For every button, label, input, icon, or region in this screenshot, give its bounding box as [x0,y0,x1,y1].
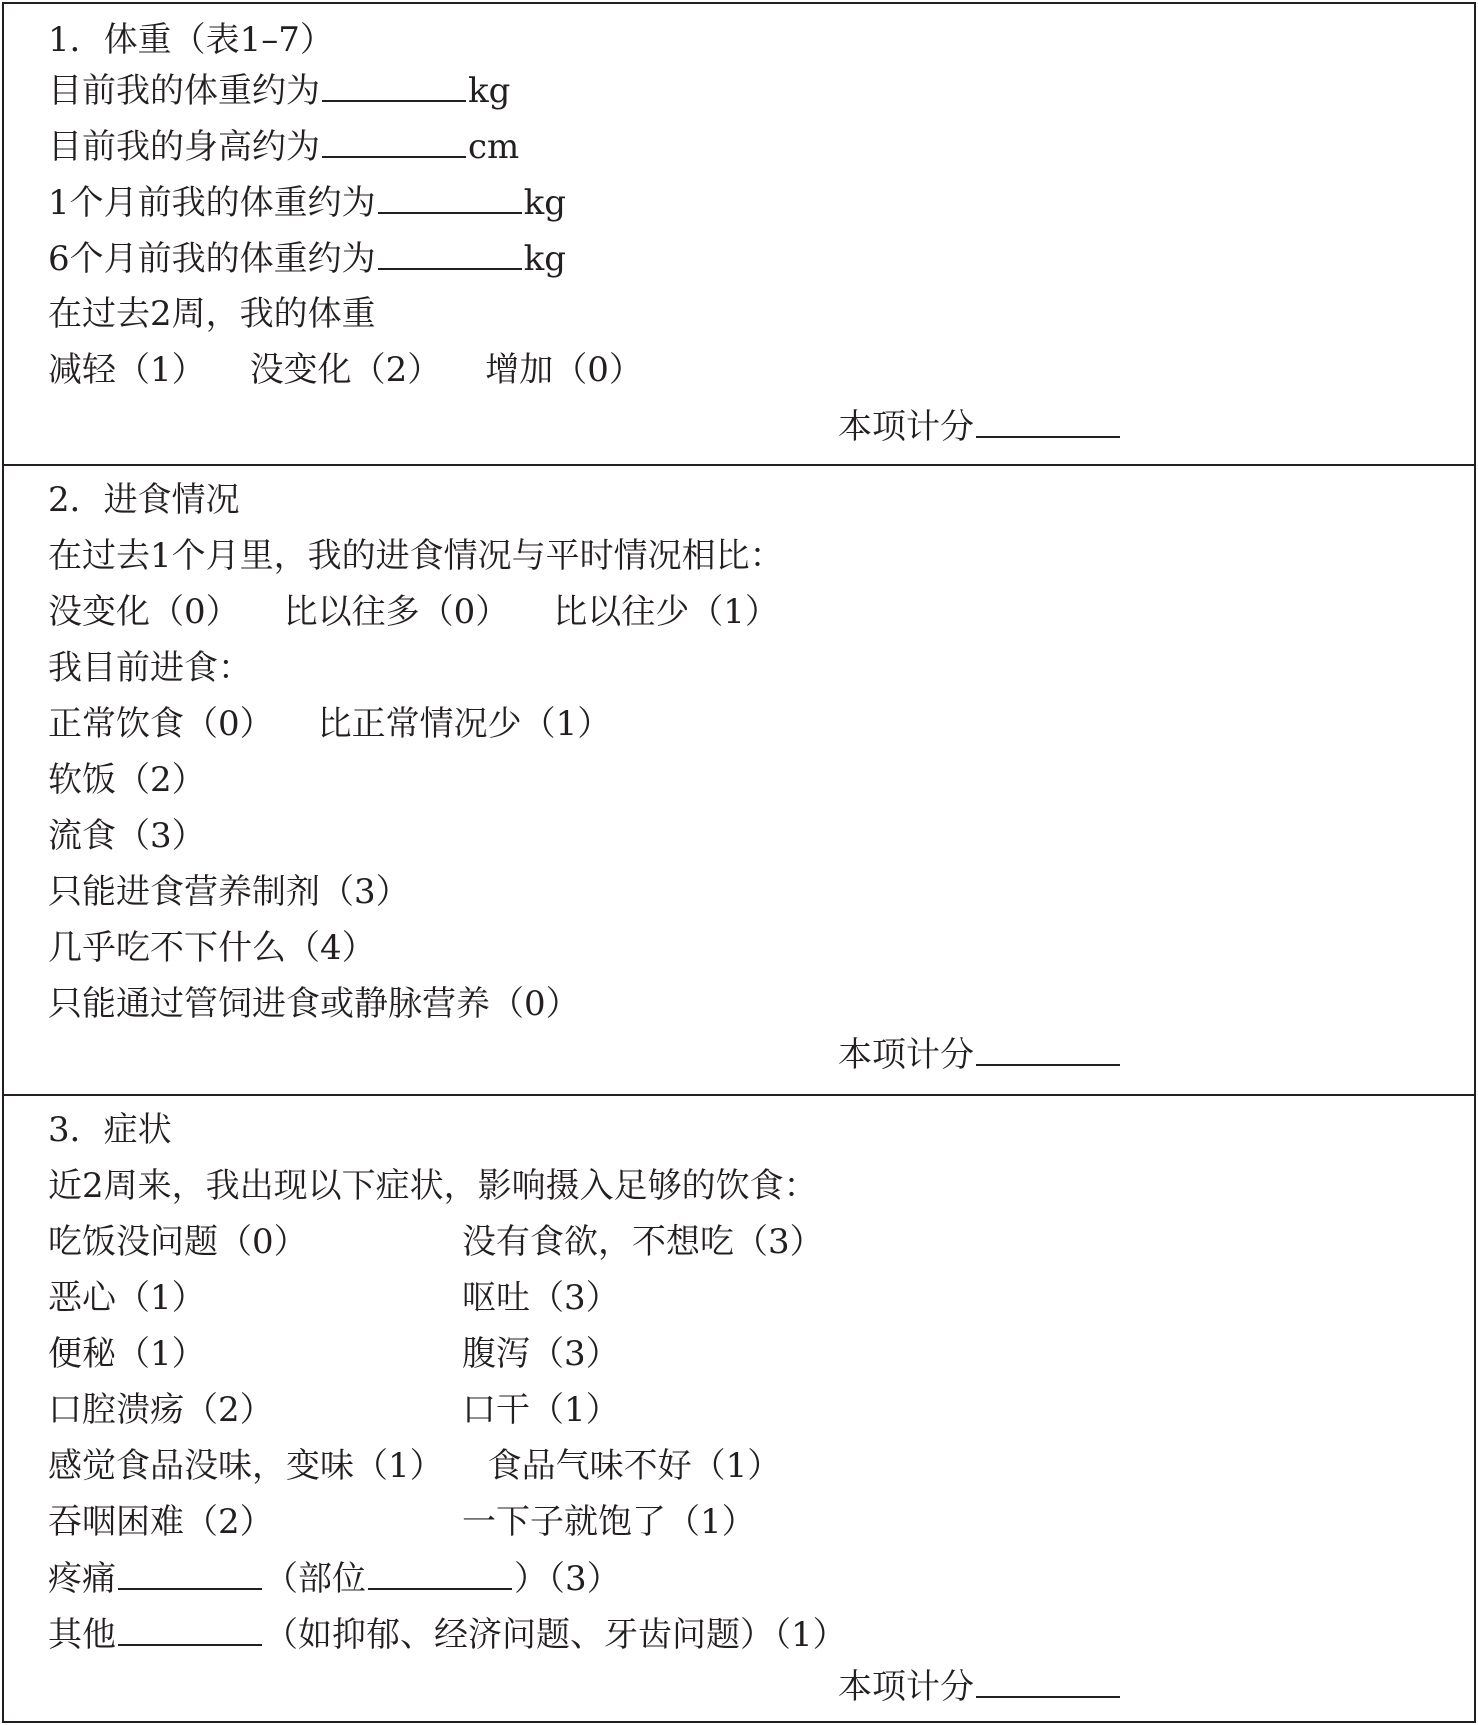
weight-6month-blank[interactable] [378,238,522,270]
symptom-option[interactable]: 便秘（1） [48,1334,206,1374]
option-less[interactable]: 比以往少（1） [553,592,779,632]
question-text: 在过去2周，我的体重 [48,294,376,334]
symptom-option[interactable]: 恶心（1） [48,1278,206,1318]
row-label: 1个月前我的体重约为 [48,183,376,223]
section-weight [4,4,1474,466]
symptom-option[interactable]: 呕吐（3） [462,1278,620,1318]
symptom-row [48,1222,1428,1262]
score-blank[interactable] [976,1666,1120,1698]
question2-text: 我目前进食： [48,648,252,688]
option-soft-food[interactable]: 软饭（2） [48,760,206,800]
options-row [48,592,779,632]
section-title: 2．进食情况 [48,480,240,520]
option-less-than-normal[interactable]: 比正常情况少（1） [317,704,612,744]
question-text: 在过去1个月里，我的进食情况与平时情况相比： [48,536,784,576]
pain-location-blank[interactable] [368,1558,512,1590]
symptom-option[interactable]: 吃饭没问题（0） [48,1222,308,1262]
score-row [838,406,1122,447]
section-intake [4,466,1474,1096]
score-row [838,1666,1122,1707]
score-row [838,1034,1122,1075]
option-normal-diet[interactable]: 正常饮食（0） [48,704,274,744]
pain-label: 疼痛 [48,1559,116,1599]
symptom-row [48,1334,1428,1374]
symptom-row [48,1278,1428,1318]
unit-label: cm [468,127,520,167]
question-text: 近2周来，我出现以下症状，影响摄入足够的饮食： [48,1166,818,1206]
option-decrease[interactable]: 减轻（1） [48,350,206,390]
symptom-option[interactable]: 吞咽困难（2） [48,1502,274,1542]
symptom-option[interactable]: 食品气味不好（1） [487,1446,782,1486]
option-tube-feeding[interactable]: 只能通过管饲进食或静脉营养（0） [48,984,580,1024]
score-label: 本项计分 [838,1035,974,1075]
option-no-change[interactable]: 没变化（2） [249,350,442,390]
other-row [48,1614,847,1655]
symptom-option[interactable]: 感觉食品没味，变味（1） [48,1446,444,1486]
score-label: 本项计分 [838,1667,974,1707]
symptom-option[interactable]: 一下子就饱了（1） [462,1502,756,1542]
option-more[interactable]: 比以往多（0） [283,592,510,632]
row-label: 目前我的身高约为 [48,127,320,167]
option-nutrition-formula[interactable]: 只能进食营养制剂（3） [48,872,410,912]
unit-label: kg [523,239,567,279]
symptom-row [48,1502,1428,1542]
option-no-change[interactable]: 没变化（0） [48,592,240,632]
row-label: 6个月前我的体重约为 [48,239,376,279]
symptom-option[interactable]: 没有食欲，不想吃（3） [462,1222,824,1262]
pain-score-label: ）（3） [514,1559,621,1599]
symptom-row [48,1446,781,1486]
other-description: （如抑郁、经济问题、牙齿问题）（1） [264,1615,847,1655]
options2-row [48,704,611,744]
height-now-row [48,126,519,167]
unit-label: kg [468,71,511,111]
weight-1month-blank[interactable] [378,182,522,214]
symptom-option[interactable]: 口干（1） [462,1390,620,1430]
score-blank[interactable] [976,406,1120,438]
option-increase[interactable]: 增加（0） [485,350,643,390]
pain-blank[interactable] [118,1558,262,1590]
row-label: 目前我的体重约为 [48,71,320,111]
section-title: 3．症状 [48,1110,172,1150]
other-blank[interactable] [118,1614,262,1646]
unit-label: kg [523,183,567,223]
score-label: 本项计分 [838,407,974,447]
symptom-option[interactable]: 口腔溃疡（2） [48,1390,274,1430]
other-label: 其他 [48,1615,116,1655]
questionnaire-form [2,2,1476,1723]
height-now-blank[interactable] [322,126,466,158]
score-blank[interactable] [976,1034,1120,1066]
option-barely-eat[interactable]: 几乎吃不下什么（4） [48,928,376,968]
pain-location-label: （部位 [264,1559,366,1599]
symptom-row [48,1390,1428,1430]
options-row [48,350,643,390]
section-title: 1．体重（表1–7） [48,20,334,60]
weight-6month-row [48,238,566,279]
weight-now-row [48,70,510,111]
option-liquid-food[interactable]: 流食（3） [48,816,206,856]
weight-now-blank[interactable] [322,70,466,102]
symptom-option[interactable]: 腹泻（3） [462,1334,620,1374]
weight-1month-row [48,182,566,223]
section-symptoms [4,1096,1474,1721]
pain-row [48,1558,621,1599]
